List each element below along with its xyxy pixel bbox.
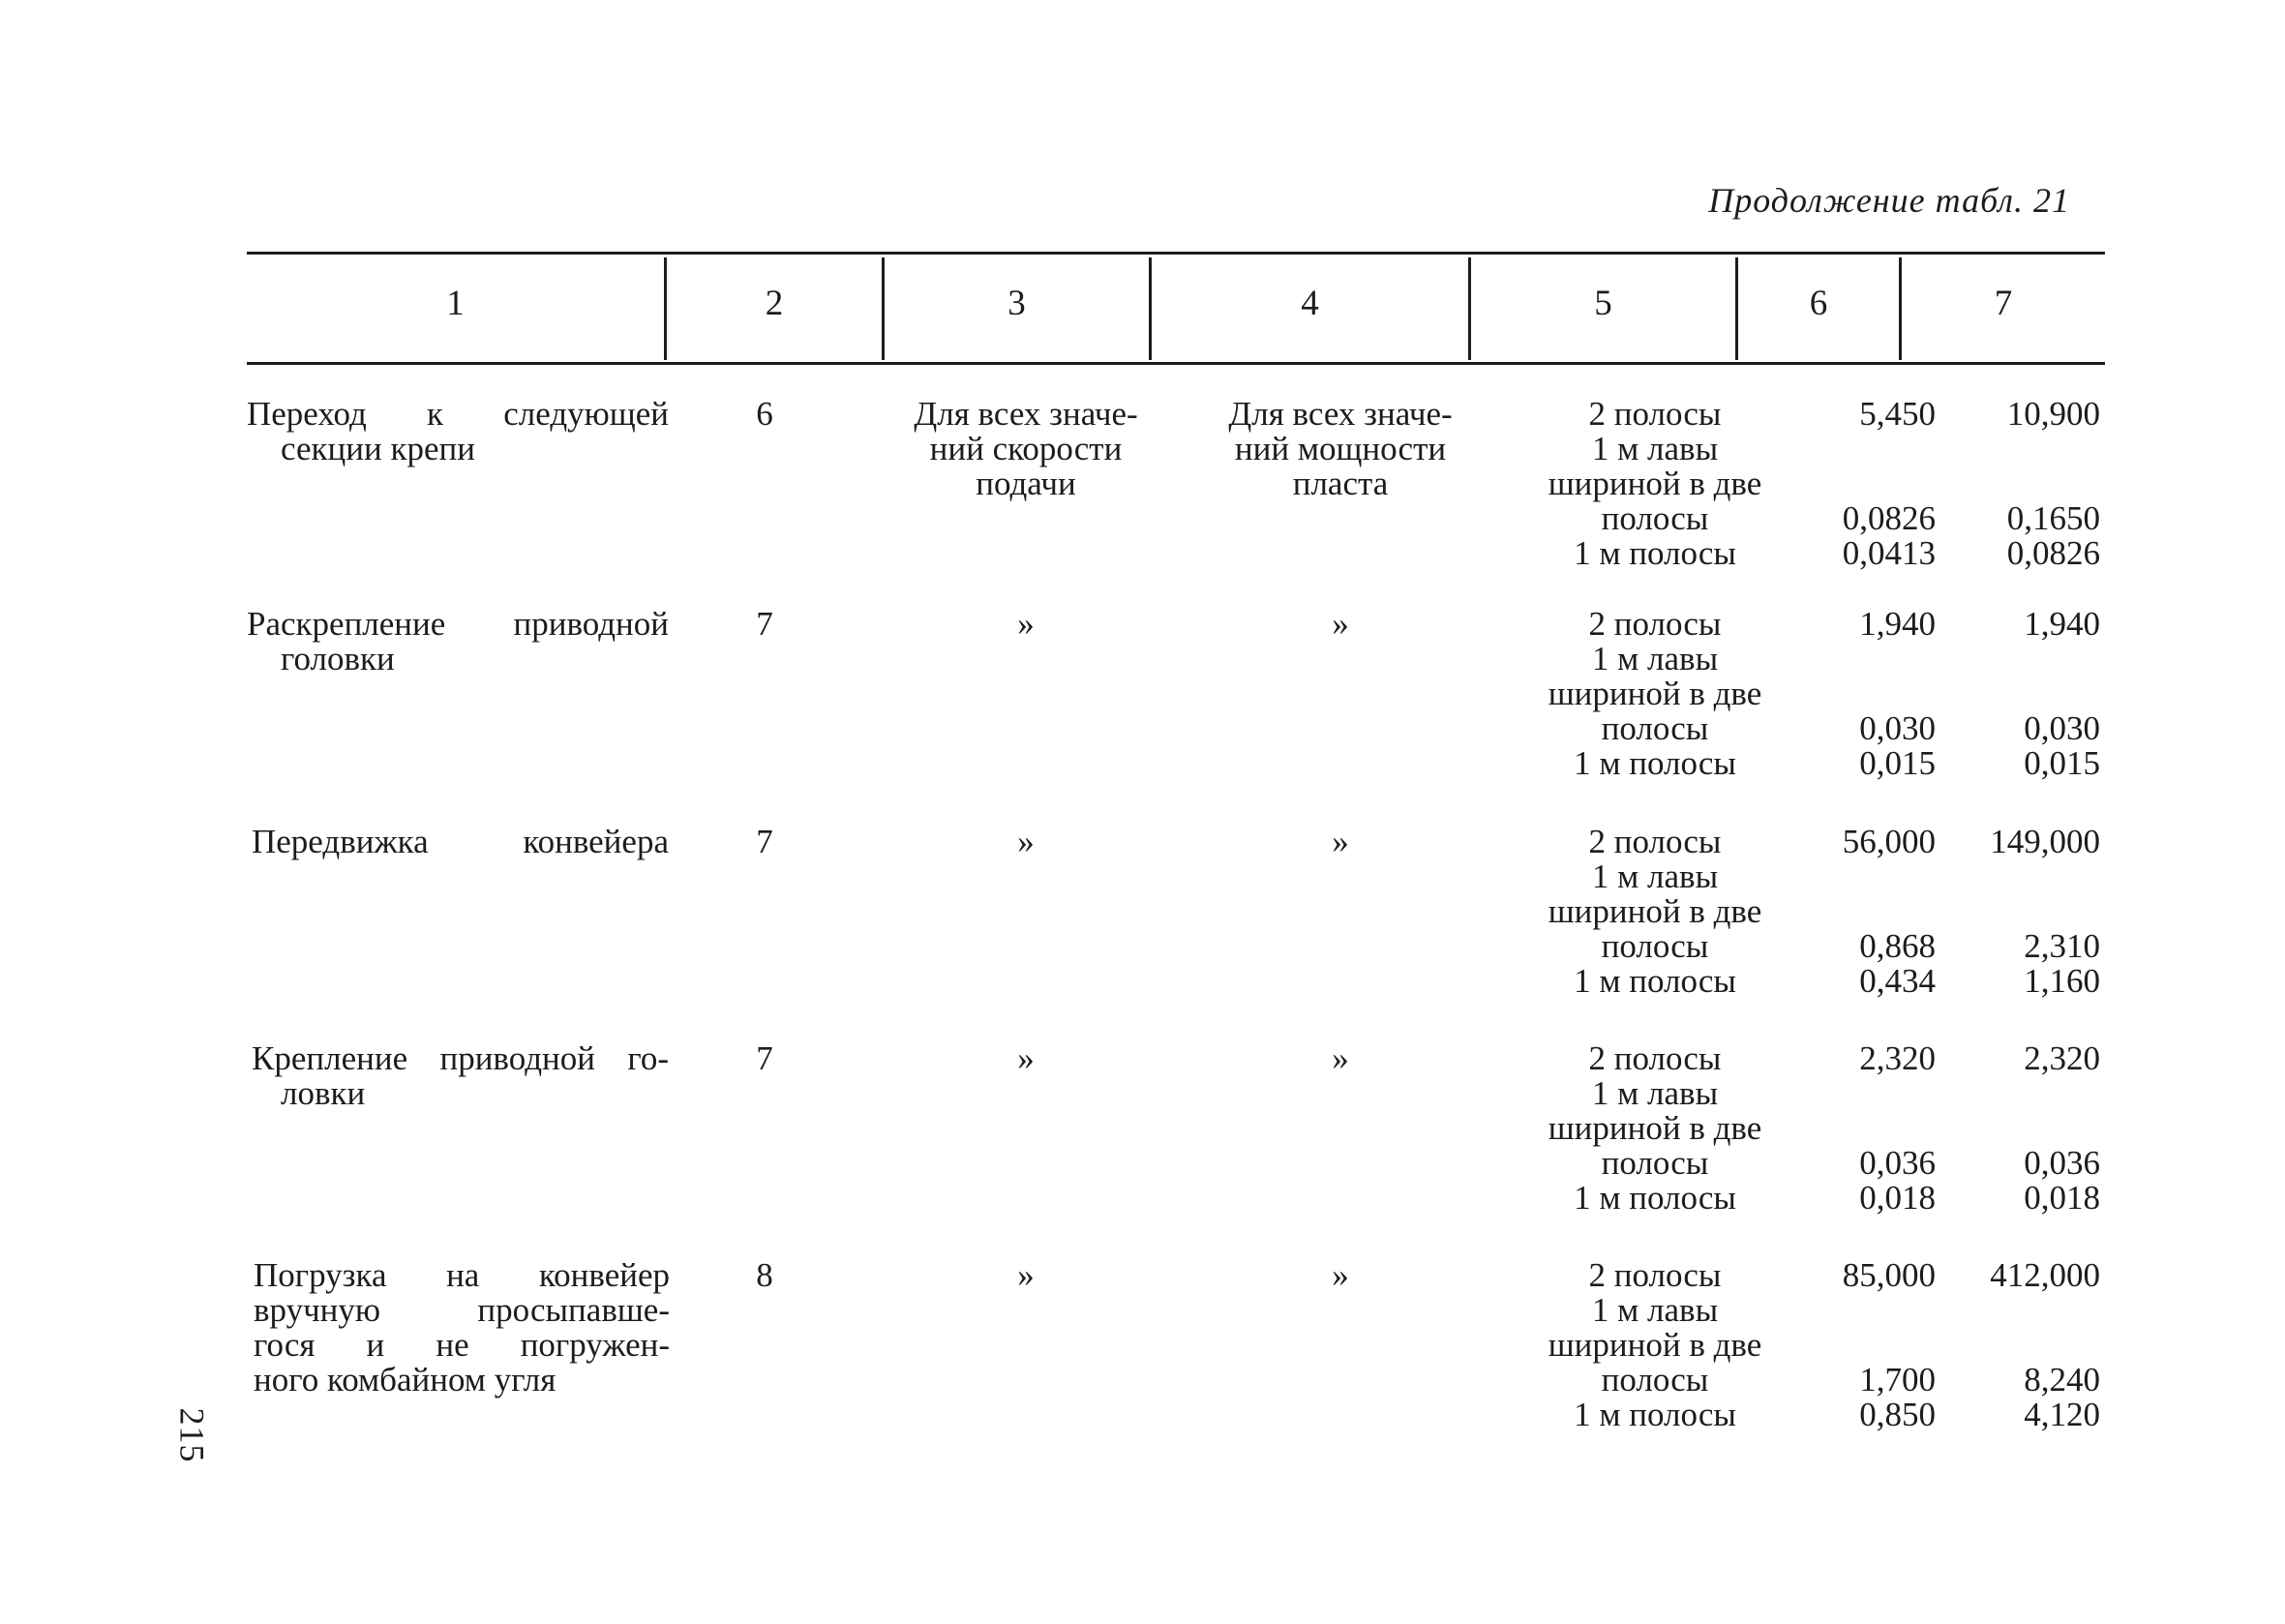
column-header: 3 [1007, 284, 1026, 323]
operation-name: Переход к следующей секции крепи [247, 395, 669, 467]
category-value: 6 [756, 395, 773, 433]
page-number: 215 [172, 1407, 212, 1463]
column-header: 1 [446, 284, 465, 323]
column-header: 7 [1994, 284, 2013, 323]
table-caption: Продолжение табл. 21 [1708, 181, 2070, 220]
table-top-rule [247, 252, 2105, 255]
norm-value-col7: 1,940 0,030 0,015 [2024, 605, 2100, 782]
operation-name: Крепление приводной го- ловки [252, 1039, 669, 1112]
operation-name: Раскрепление приводной головки [247, 605, 669, 677]
header-bottom-rule [247, 362, 2105, 365]
seam-condition: » [1332, 1256, 1349, 1294]
column-header: 5 [1594, 284, 1612, 323]
speed-condition: » [1017, 605, 1035, 643]
speed-condition: » [1017, 1256, 1035, 1294]
seam-condition: » [1332, 605, 1349, 643]
norm-value-col6: 85,000 1,700 0,850 [1842, 1256, 1936, 1433]
norm-value-col6: 2,320 0,036 0,018 [1859, 1039, 1936, 1217]
norm-value-col6: 56,000 0,868 0,434 [1842, 823, 1936, 1000]
seam-condition: » [1332, 823, 1349, 860]
norm-value-col7: 10,900 0,1650 0,0826 [2006, 395, 2100, 572]
unit-of-measure: 2 полосы 1 м лавы шириной в две полосы 1 м полосы [1548, 395, 1762, 572]
norm-value-col6: 1,940 0,030 0,015 [1859, 605, 1936, 782]
operation-name: Передвижка конвейера [252, 823, 669, 860]
speed-condition: Для всех значе- ний скорости подачи [914, 395, 1138, 502]
unit-of-measure: 2 полосы 1 м лавы шириной в две полосы 1 м полосы [1548, 605, 1762, 782]
category-value: 8 [756, 1256, 773, 1294]
category-value: 7 [756, 605, 773, 643]
operation-name: Погрузка на конвейер вручную просыпавше- гося и не погружен- ного комбайном угля [254, 1256, 670, 1398]
unit-of-measure: 2 полосы 1 м лавы шириной в две полосы 1 м полосы [1548, 1256, 1762, 1433]
norm-value-col6: 5,450 0,0826 0,0413 [1842, 395, 1936, 572]
column-header: 2 [765, 284, 784, 323]
unit-of-measure: 2 полосы 1 м лавы шириной в две полосы 1 м полосы [1548, 823, 1762, 1000]
column-header: 6 [1809, 284, 1828, 323]
category-value: 7 [756, 1039, 773, 1077]
norm-value-col7: 149,000 2,310 1,160 [1990, 823, 2100, 1000]
category-value: 7 [756, 823, 773, 860]
norm-value-col7: 412,000 8,240 4,120 [1990, 1256, 2100, 1433]
speed-condition: » [1017, 1039, 1035, 1077]
speed-condition: » [1017, 823, 1035, 860]
column-header: 4 [1301, 284, 1319, 323]
seam-condition: » [1332, 1039, 1349, 1077]
unit-of-measure: 2 полосы 1 м лавы шириной в две полосы 1 м полосы [1548, 1039, 1762, 1217]
seam-condition: Для всех значе- ний мощности пласта [1228, 395, 1453, 502]
norm-value-col7: 2,320 0,036 0,018 [2024, 1039, 2100, 1217]
